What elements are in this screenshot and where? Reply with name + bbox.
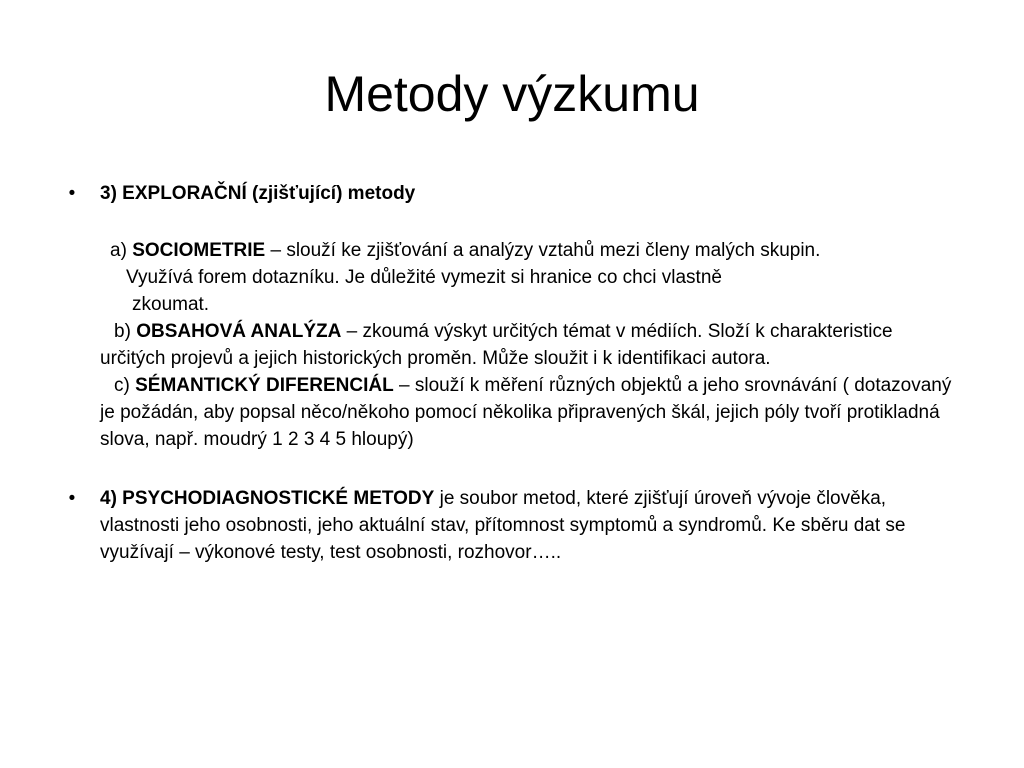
item-text: – slouží k měření různých objektů a jeho srovnávání ( dotazovaný je požádán, aby popsal něco/někoho pomocí několika připravených škál, jejich póly tvoří protikladná slova, např. moudrý 1 2 3 4 5 hloupý) [100,375,952,450]
bullet-exploracni [60,180,960,453]
item-text: – zkoumá výskyt určitých témat v médiích. Složí k charakteristice určitých projevů a jejich historických proměn. Může sloužit i k identifikaci autora. [100,321,893,369]
item-term: SOCIOMETRIE [132,240,266,261]
item-term: SÉMANTICKÝ DIFERENCIÁL [135,375,394,396]
bullet-term: 4) PSYCHODIAGNOSTICKÉ METODY [100,488,435,509]
item-obsahova-analyza [100,318,960,372]
bullet-heading [100,180,960,207]
slide-content [60,180,960,566]
item-prefix: c) [114,375,136,396]
bullet-heading-text: 3) EXPLORAČNÍ (zjišťující) metody [100,183,416,204]
item-prefix: a) [110,240,133,261]
item-sociometrie [100,237,960,318]
bullet-marker: • [68,183,76,204]
bullet-psychodiagnosticke [60,485,960,566]
item-prefix: b) [114,321,137,342]
item-text: – slouží ke zjišťování a analýzy vztahů mezi členy malých skupin. [265,240,821,261]
item-line [100,237,960,264]
item-term: OBSAHOVÁ ANALÝZA [136,321,342,342]
slide-title: Metody výzkumu [324,66,700,122]
bullet-body [100,485,960,566]
item-semanticky-diferencial [100,372,960,453]
bullet-text: je soubor metod, které zjišťují úroveň vývoje člověka, vlastnosti jeho osobnosti, jeho aktuální stav, přítomnost symptomů a syndromů. Ke sběru dat se využívají – výkonové testy, test osobnosti, rozhovor….. [100,488,906,563]
spacer [100,207,960,237]
spacer [60,453,960,485]
item-line: Využívá forem dotazníku. Je důležité vymezit si hranice co chci vlastně [126,267,722,288]
item-line: zkoumat. [132,294,210,315]
bullet-marker: • [68,488,76,509]
